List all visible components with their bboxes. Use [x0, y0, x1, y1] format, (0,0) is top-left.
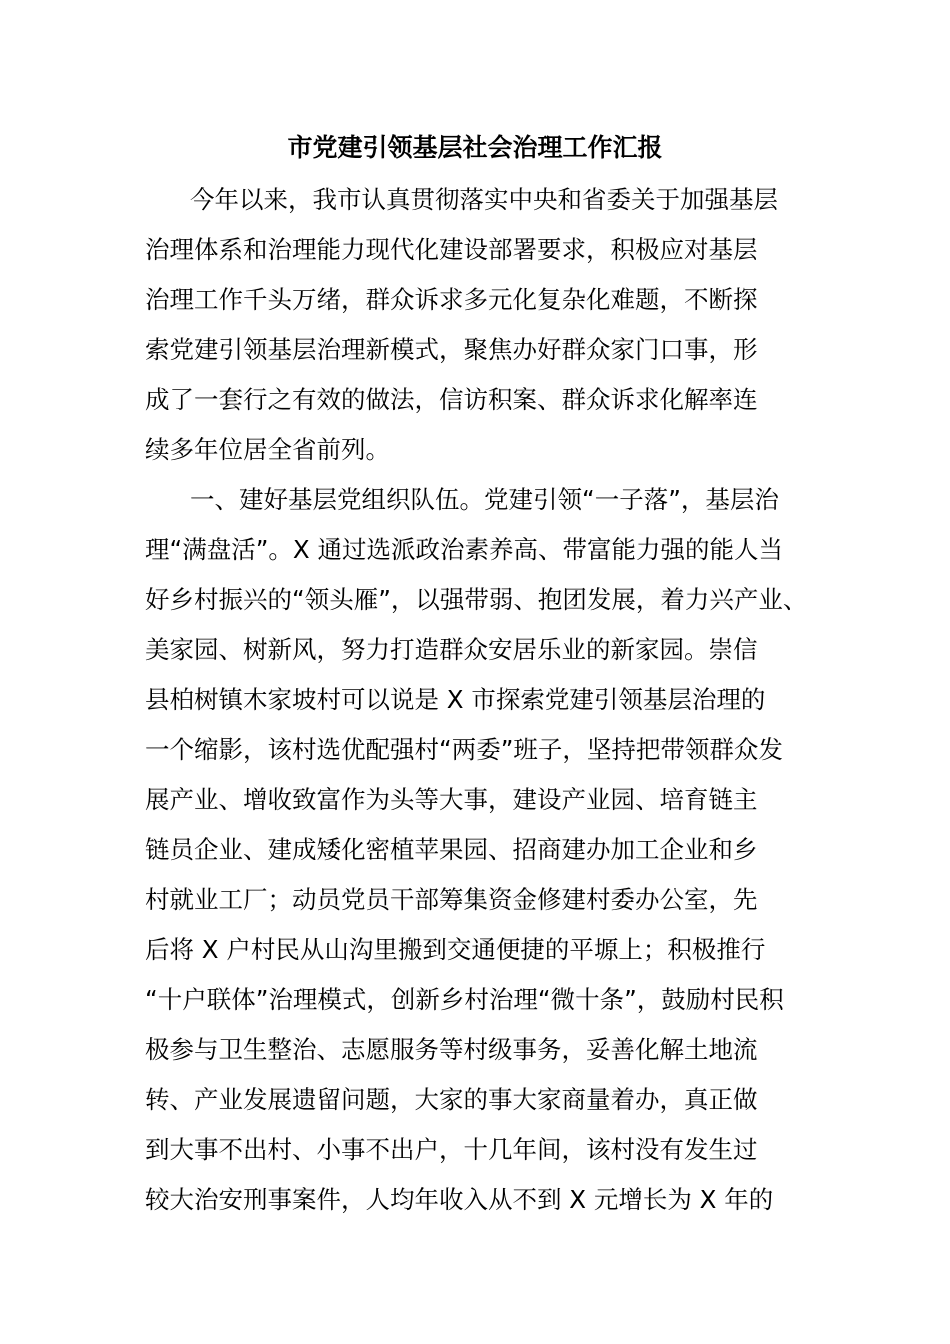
paragraph-line: 村就业工厂；动员党员干部筹集资金修建村委办公室，先	[145, 885, 758, 914]
paragraph-line: 后将 X 户村民从山沟里搬到交通便捷的平塬上；积极推行	[145, 935, 766, 964]
paragraph-line: 理“满盘活”。X 通过选派政治素养高、带富能力强的能人当	[145, 535, 783, 564]
paragraph-line: 转、产业发展遗留问题，大家的事大家商量着办，真正做	[145, 1085, 758, 1114]
paragraph-line: 治理体系和治理能力现代化建设部署要求，积极应对基层	[145, 235, 758, 264]
paragraph-line: 索党建引领基层治理新模式，聚焦办好群众家门口事，形	[145, 335, 758, 364]
paragraph-line: 链员企业、建成矮化密植苹果园、招商建办加工企业和乡	[145, 835, 758, 864]
paragraph-line: 好乡村振兴的“领头雁”，以强带弱、抱团发展，着力兴产业、	[145, 585, 808, 614]
paragraph-line: 到大事不出村、小事不出户，十几年间，该村没有发生过	[145, 1135, 758, 1164]
paragraph-line: 极参与卫生整治、志愿服务等村级事务，妥善化解土地流	[145, 1035, 758, 1064]
paragraph-line: 较大治安刑事案件，人均年收入从不到 X 元增长为 X 年的	[145, 1185, 774, 1214]
paragraph-line: 美家园、树新风，努力打造群众安居乐业的新家园。崇信	[145, 635, 758, 664]
paragraph-line: 治理工作千头万绪，群众诉求多元化复杂化难题，不断探	[145, 285, 758, 314]
paragraph-line: 成了一套行之有效的做法，信访积案、群众诉求化解率连	[145, 385, 758, 414]
document-title: 市党建引领基层社会治理工作汇报	[287, 133, 663, 162]
paragraph-line: “十户联体”治理模式，创新乡村治理“微十条”，鼓励村民积	[145, 985, 784, 1014]
paragraph-line: 一个缩影，该村选优配强村“两委”班子，坚持把带领群众发	[145, 735, 783, 764]
paragraph-line: 续多年位居全省前列。	[145, 435, 390, 464]
paragraph-line: 县柏树镇木家坡村可以说是 X 市探索党建引领基层治理的	[145, 685, 766, 714]
paragraph-line: 今年以来，我市认真贯彻落实中央和省委关于加强基层	[190, 185, 778, 214]
paragraph-line: 展产业、增收致富作为头等大事，建设产业园、培育链主	[145, 785, 758, 814]
paragraph-line: 一、建好基层党组织队伍。党建引领“一子落”，基层治	[190, 485, 779, 514]
